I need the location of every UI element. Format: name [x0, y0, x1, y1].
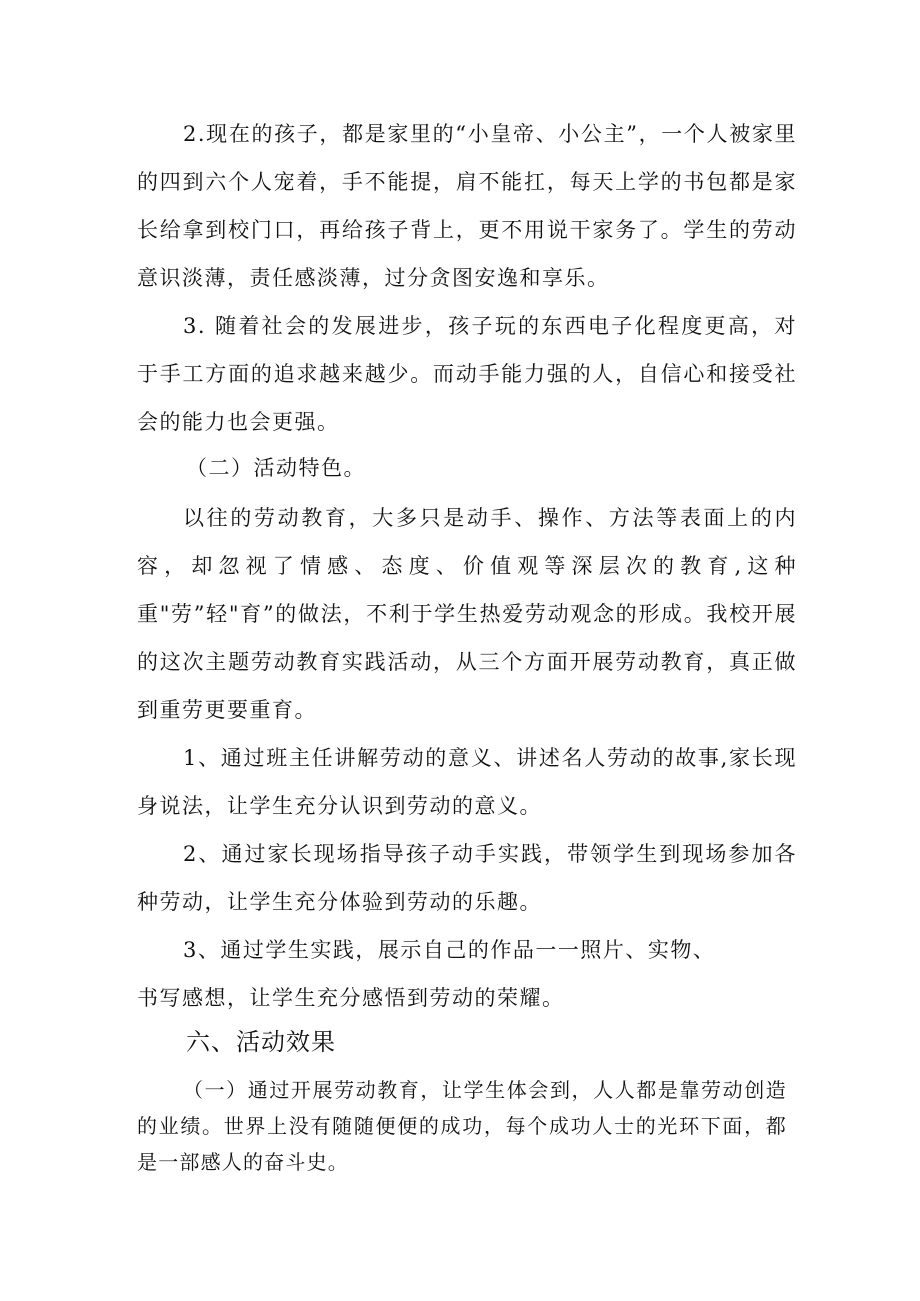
paragraph-spoiled-children: 2.现在的孩子，都是家里的“小皇帝、小公主”，一个人被家里的四到六个人宠着，手不能提，肩不能扛，每天上学的书包都是家长给拿到校门口，再给孩子背上，更不用说干家务了。学生的劳动意识淡薄，责任感淡薄，过分贪图安逸和享乐。 — [137, 122, 797, 290]
list-item-2: 2、通过家长现场指导孩子动手实践，带领学生到现场参加各种劳动，让学生充分体验到劳动的乐趣。 — [137, 842, 797, 914]
list-item-1: 1、通过班主任讲解劳动的意义、讲述名人劳动的故事,家长现身说法，让学生充分认识到劳动的意义。 — [137, 746, 797, 818]
section-heading-activity-effects: 六、活动效果 — [186, 1028, 336, 1056]
paragraph-effect-one: （一）通过开展劳动教育，让学生体会到，人人都是靠劳动创造的业绩。世界上没有随随便便的成功，每个成功人士的光环下面，都是一部感人的奋斗史。 — [137, 1078, 787, 1174]
paragraph-labor-education-intro: 以往的劳动教育，大多只是动手、操作、方法等表面上的内容，却忽视了情感、态度、价值观等深层次的教育,这种重"劳”轻"育”的做法，不利于学生热爱劳动观念的形成。我校开展的这次主题劳动教育实践活动，从三个方面开展劳动教育，真正做到重劳更要重育。 — [137, 506, 797, 722]
list-item-3: 3、通过学生实践，展示自己的作品一一照片、实物、 书写感想，让学生充分感悟到劳动的荣耀。 — [137, 938, 716, 1010]
paragraph-digital-age: 3. 随着社会的发展进步，孩子玩的东西电子化程度更高，对于手工方面的追求越来越少。而动手能力强的人，自信心和接受社会的能力也会更强。 — [137, 314, 797, 434]
section-heading-activity-features: （二）活动特色。 — [186, 456, 366, 480]
